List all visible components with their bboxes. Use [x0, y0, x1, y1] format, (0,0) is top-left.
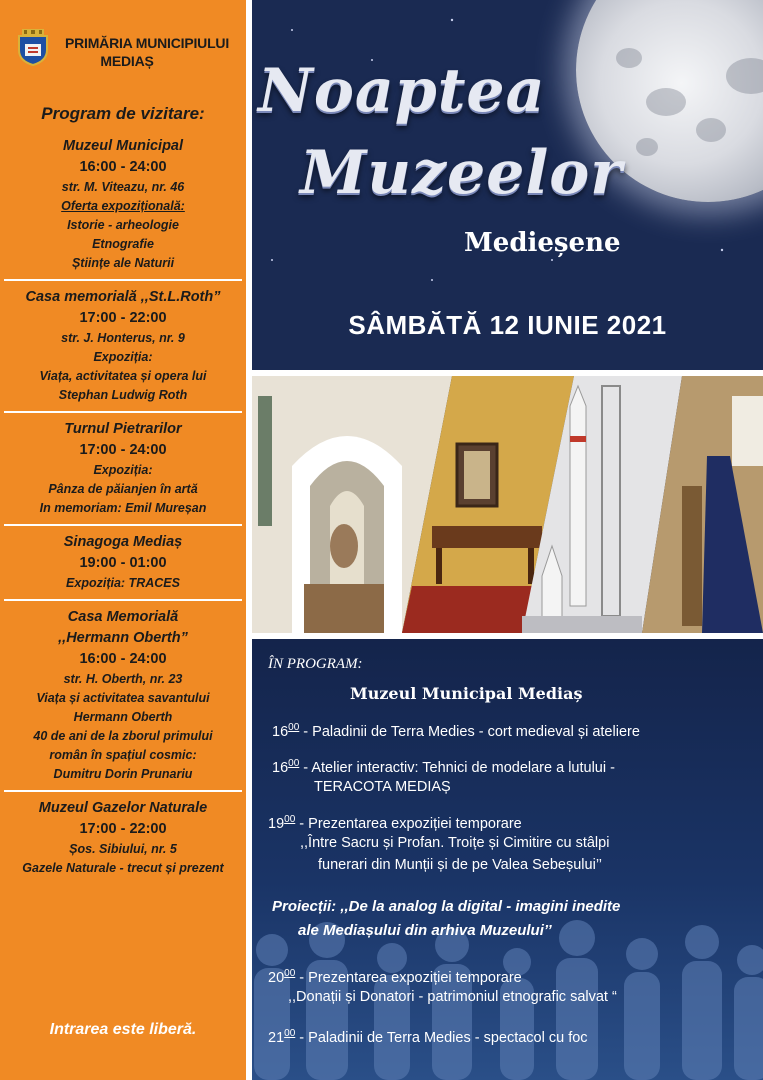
- venue-detail: Viața, activitatea și opera lui: [39, 369, 207, 383]
- venue-name: Muzeul Municipal: [62, 138, 184, 154]
- venue-detail: Expoziția:: [93, 463, 153, 477]
- event-2: [272, 754, 615, 778]
- venue-list: [4, 134, 242, 882]
- event-4-text: - Prezentarea expoziției temporare: [299, 970, 522, 986]
- event-4: [268, 964, 522, 988]
- venue-detail: Șos. Sibiului, nr. 5: [69, 842, 177, 856]
- venue-hours: 17:00 - 22:00: [79, 310, 167, 326]
- free-entry-note: Intrarea este liberă.: [49, 1021, 197, 1038]
- logo-line-2: MEDIAȘ: [100, 53, 154, 69]
- venue-detail: Etnografie: [92, 237, 154, 251]
- projection-line-2: ale Mediașului din arhiva Muzeului’’: [298, 922, 552, 939]
- venue-name: Muzeul Gazelor Naturale: [38, 800, 208, 816]
- venue-block: [4, 524, 242, 597]
- logo-text: [52, 34, 242, 70]
- visiting-program-column: [0, 0, 246, 1080]
- venue-detail: Expoziția:: [93, 350, 153, 364]
- venue-name: ,,Hermann Oberth”: [58, 630, 188, 646]
- venue-detail: Expoziția: TRACES: [66, 576, 180, 590]
- venue-detail: Pânza de păianjen în artă: [48, 482, 198, 496]
- event-1-text: - Paladinii de Terra Medies - cort medieval și ateliere: [303, 724, 640, 740]
- venue-detail: Istorie - arheologie: [67, 218, 179, 232]
- event-3: [268, 810, 522, 834]
- venue-name: Casa Memorială: [67, 609, 179, 625]
- event-5-hour: 21: [268, 1030, 285, 1046]
- event-3-line-2: ,,Între Sacru și Profan. Troițe și Cimitire cu stâlpi: [300, 835, 610, 851]
- event-5: [268, 1024, 588, 1048]
- projection-line-1: Proiecții: ,,De la analog la digital - imagini inedite: [272, 898, 621, 915]
- title-line-2: Muzeelor: [300, 138, 623, 208]
- event-4-line-2: ,,Donații și Donatori - patrimoniul etnografic salvat “: [288, 989, 617, 1005]
- event-3-text: - Prezentarea expoziției temporare: [299, 816, 522, 832]
- subtitle: Medieșene: [464, 228, 621, 258]
- event-2-text: - Atelier interactiv: Tehnici de modelare a lutului -: [303, 760, 615, 776]
- venue-detail: Viața și activitatea savantului: [36, 691, 210, 705]
- venue-detail: str. J. Honterus, nr. 9: [61, 331, 185, 345]
- venue-block: [4, 134, 242, 277]
- venue-block: [4, 790, 242, 882]
- photo-collage-graphic: [252, 376, 763, 633]
- program-heading: ÎN PROGRAM:: [268, 656, 363, 672]
- event-3-hour: 19: [268, 816, 285, 832]
- event-2-hour: 16: [272, 760, 289, 776]
- venue-detail: Gazele Naturale - trecut și prezent: [22, 861, 224, 875]
- venue-detail: In memoriam: Emil Mureșan: [39, 501, 207, 515]
- venue-block: [4, 599, 242, 788]
- venue-hours: 17:00 - 24:00: [79, 442, 167, 458]
- event-4-min: 00: [284, 968, 296, 979]
- venue-hours: 17:00 - 22:00: [79, 821, 167, 837]
- event-2-line-2: TERACOTA MEDIAȘ: [314, 779, 451, 795]
- venue-hours: 19:00 - 01:00: [79, 555, 167, 571]
- title-line-1: Noaptea: [258, 56, 546, 126]
- venue-detail: str. H. Oberth, nr. 23: [63, 672, 183, 686]
- venue-detail: Dumitru Dorin Prunariu: [53, 767, 193, 781]
- event-5-text: - Paladinii de Terra Medies - spectacol cu foc: [299, 1030, 588, 1046]
- venue-name: Casa memorială ,,St.L.Roth”: [25, 289, 221, 305]
- event-1-hour: 16: [272, 724, 289, 740]
- venue-detail: Hermann Oberth: [73, 710, 173, 724]
- city-hall-logo: [16, 26, 242, 70]
- venue-block: [4, 279, 242, 409]
- venue-detail: Stephan Ludwig Roth: [58, 388, 188, 402]
- event-4-hour: 20: [268, 970, 285, 986]
- venue-hours: 16:00 - 24:00: [79, 651, 167, 667]
- venue-detail: român în spațiul cosmic:: [49, 748, 197, 762]
- venue-detail: str. M. Viteazu, nr. 46: [61, 180, 185, 194]
- event-3-line-3: funerari din Munții și de pe Valea Sebeșului’’: [318, 857, 602, 873]
- venue-detail: Oferta expozițională:: [61, 199, 185, 213]
- event-3-min: 00: [284, 814, 296, 825]
- venue-detail: Științe ale Naturii: [71, 256, 175, 270]
- event-1-min: 00: [288, 722, 300, 733]
- event-5-min: 00: [284, 1028, 296, 1039]
- museum-name: Muzeul Municipal Mediaș: [350, 684, 583, 703]
- venue-name: Sinagoga Mediaș: [63, 534, 183, 550]
- venue-detail: 40 de ani de la zborul primului: [33, 729, 213, 743]
- venue-name: Turnul Pietrarilor: [64, 421, 182, 437]
- program-title: Program de vizitare:: [41, 104, 205, 123]
- venue-block: [4, 411, 242, 522]
- event-date: SÂMBĂTĂ 12 IUNIE 2021: [348, 310, 667, 340]
- logo-line-1: PRIMĂRIA MUNICIPIULUI: [64, 35, 230, 51]
- venue-hours: 16:00 - 24:00: [79, 159, 167, 175]
- event-1: [272, 718, 640, 742]
- event-2-min: 00: [288, 758, 300, 769]
- museum-photo-collage: [252, 376, 763, 633]
- coat-of-arms-icon: [16, 28, 50, 66]
- projection-text: [272, 895, 620, 943]
